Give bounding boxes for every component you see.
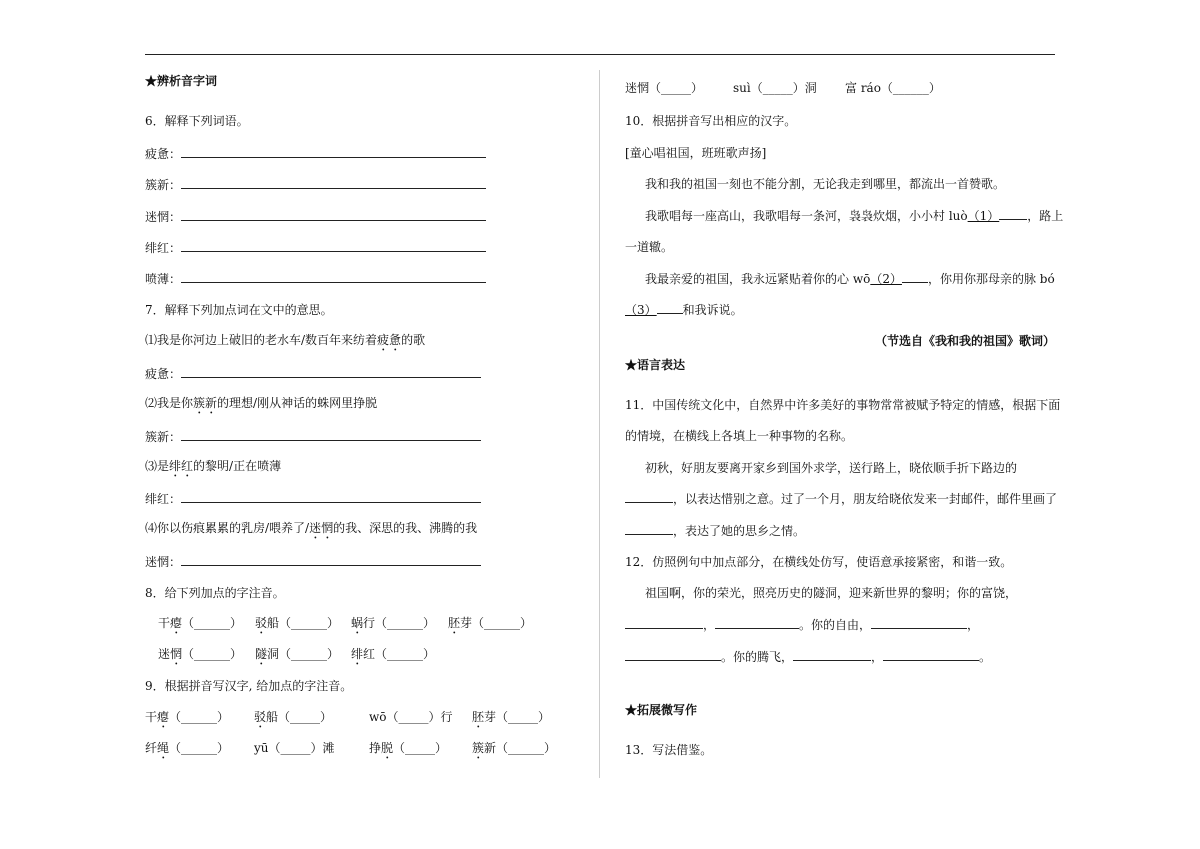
q10-paragraph-3 [645, 271, 1055, 287]
q7-sentence-2 [145, 395, 377, 417]
answer-line[interactable] [181, 490, 481, 503]
q7-label: 疲惫： [145, 367, 182, 381]
text: ，表达了她的思乡之情。 [673, 524, 806, 538]
q9-item[interactable] [369, 740, 447, 762]
answer-line[interactable] [625, 617, 703, 629]
answer-line[interactable] [625, 649, 721, 661]
q7-answer-4 [145, 553, 481, 570]
dotted-word: 绯红 [169, 459, 194, 473]
q10-paragraph-2 [645, 208, 1063, 224]
text: 我歌唱每一座高山，我歌唱每一条河，袅袅炊烟，小小村 luò [645, 209, 968, 223]
text: 纤 [145, 741, 158, 755]
answer-blank-2[interactable]: （2） [870, 272, 902, 286]
header-rule [145, 54, 1055, 55]
answer-line[interactable] [625, 523, 673, 535]
text: wō [369, 710, 387, 724]
answer-line[interactable] [715, 617, 799, 629]
dotted-char: 胚 [472, 710, 485, 724]
dotted-char: 驳 [254, 710, 267, 724]
answer-blank[interactable]: （_____） [278, 710, 333, 724]
answer-blank[interactable]: （______） [182, 616, 243, 630]
answer-line[interactable] [657, 302, 683, 314]
q12-line-3: ， 。你的自由， ， [625, 617, 979, 633]
q8-item[interactable] [351, 646, 435, 668]
answer-blank[interactable]: （_____） [496, 710, 551, 724]
q9-continued-item[interactable]: 迷惘（_____） [625, 81, 704, 95]
dotted-char: 驳 [255, 616, 268, 630]
q13-title: 13．写法借鉴。 [625, 743, 713, 757]
text: 红 [363, 647, 376, 661]
answer-line[interactable] [181, 428, 481, 441]
dotted-char: 瘪 [157, 710, 170, 724]
q8-item[interactable] [448, 615, 532, 637]
q6-item-4 [145, 239, 486, 256]
column-divider [599, 70, 600, 778]
text: 芽 [484, 710, 497, 724]
dotted-char: 簇 [472, 741, 485, 755]
answer-blank[interactable]: （______） [375, 647, 436, 661]
q8-item[interactable] [158, 646, 242, 668]
dotted-char: 绳 [157, 741, 170, 755]
dotted-char: 瘪 [170, 616, 183, 630]
q6-label: 簇新： [145, 178, 182, 192]
q9-continued-item[interactable]: suì（_____）洞 [733, 81, 817, 95]
text: 行 [363, 616, 376, 630]
q9-item[interactable] [145, 709, 229, 731]
q7-label: 绯红： [145, 492, 182, 506]
q7-sentence-3 [145, 458, 281, 480]
answer-blank[interactable]: （______） [169, 710, 230, 724]
q12-line-4: 。你的腾飞， ， 。 [625, 649, 991, 665]
q8-item[interactable] [158, 615, 242, 637]
text: 挣 [369, 741, 382, 755]
q8-item[interactable] [351, 615, 435, 637]
text: 你的自由， [811, 618, 872, 632]
q6-label: 喷薄： [145, 272, 182, 286]
q6-title: 6．解释下列词语。 [145, 114, 249, 128]
q6-item-3 [145, 208, 486, 225]
answer-blank[interactable]: （______） [279, 616, 340, 630]
q9-continued-item[interactable]: 富 ráo（______） [845, 81, 941, 95]
answer-line[interactable] [181, 365, 481, 378]
q9-title: 9．根据拼音写汉字, 给加点的字注音。 [145, 679, 353, 693]
q7-sentence-1 [145, 332, 425, 354]
text: 滩 [322, 741, 335, 755]
q6-label: 绯红： [145, 241, 182, 255]
answer-line[interactable] [902, 271, 928, 283]
q11-line-1: 11．中国传统文化中，自然界中许多美好的事物常常被赋予特定的情感，根据下面 [625, 398, 1061, 412]
dotted-word: 迷惘 [309, 521, 334, 535]
answer-line[interactable] [181, 208, 486, 221]
text: ⑵我是你 [145, 396, 194, 410]
text: ⑶是 [145, 459, 170, 473]
answer-line[interactable] [181, 145, 486, 158]
text: 和我诉说。 [682, 303, 743, 317]
q6-item-5 [145, 270, 486, 287]
q10-title: 10．根据拼音写出相应的汉字。 [625, 114, 797, 128]
q6-item-2 [145, 176, 486, 193]
q6-label: 迷惘： [145, 210, 182, 224]
answer-line[interactable] [999, 208, 1027, 220]
text: 干 [145, 710, 158, 724]
dotted-char: 脱 [381, 741, 394, 755]
answer-line[interactable] [793, 649, 871, 661]
q9-item[interactable] [145, 740, 229, 762]
q7-label: 迷惘： [145, 555, 182, 569]
section-heading-expression: ★语言表达 [625, 358, 686, 372]
text: 船 [266, 710, 279, 724]
answer-blank[interactable]: （_____） [393, 741, 448, 755]
dotted-char: 隧 [255, 647, 268, 661]
q11-line-4 [625, 491, 1057, 507]
text: 迷 [158, 647, 171, 661]
text: 洞 [267, 647, 280, 661]
q9-item[interactable] [254, 709, 332, 731]
q7-sentence-4 [145, 520, 477, 542]
answer-blank[interactable]: （______） [375, 616, 436, 630]
text: 行 [440, 710, 453, 724]
answer-line[interactable] [181, 239, 486, 252]
dotted-char: 惘 [170, 647, 183, 661]
section-heading-phonetics: ★辨析音字词 [145, 74, 218, 88]
q7-label: 簇新： [145, 430, 182, 444]
text: 的黎明/正在喷薄 [193, 459, 282, 473]
q9-item[interactable] [254, 740, 335, 762]
q9-item[interactable] [472, 709, 550, 731]
answer-line[interactable] [871, 617, 967, 629]
text: 的歌 [401, 333, 426, 347]
answer-blank[interactable]: （______） [496, 741, 557, 755]
q9-item[interactable] [472, 740, 556, 762]
section-heading-writing: ★拓展微写作 [625, 703, 698, 717]
dotted-char: 胚 [448, 616, 461, 630]
text: yū [254, 741, 269, 755]
dotted-word: 簇新 [193, 396, 218, 410]
dotted-word: 疲惫 [377, 333, 402, 347]
q11-line-5 [625, 523, 805, 539]
answer-blank[interactable]: （______） [279, 647, 340, 661]
q10-paragraph-2-cont: 一道辙。 [625, 240, 674, 254]
q6-label: 疲惫： [145, 147, 182, 161]
q9-item[interactable] [369, 709, 453, 731]
text: 新 [484, 741, 497, 755]
answer-blank-3[interactable]: （3） [625, 303, 657, 317]
text: ，你用你那母亲的脉 bó [927, 272, 1055, 286]
answer-blank[interactable]: （_____） [386, 710, 441, 724]
q8-item[interactable] [255, 615, 339, 637]
q10-paragraph-1: 我和我的祖国一刻也不能分割，无论我走到哪里，都流出一首赞歌。 [645, 177, 1006, 191]
text: 干 [158, 616, 171, 630]
q8-title: 8．给下列加点的字注音。 [145, 586, 285, 600]
q10-source: （节选自《我和我的祖国》歌词） [875, 334, 1056, 348]
answer-line[interactable] [181, 270, 486, 283]
text: ，以表达惜别之意。过了一个月，朋友给晓依发来一封邮件，邮件里画了 [673, 492, 1058, 506]
text: 的我、深思的我、沸腾的我 [333, 521, 478, 535]
text: 的理想/刚从神话的蛛网里挣脱 [217, 396, 378, 410]
answer-blank[interactable]: （______） [182, 647, 243, 661]
answer-line[interactable] [181, 176, 486, 189]
text: ⑴我是你河边上破旧的老水车/数百年来纺着 [145, 333, 378, 347]
q7-answer-2 [145, 428, 481, 445]
text: 船 [267, 616, 280, 630]
answer-line[interactable] [883, 649, 979, 661]
q8-item[interactable] [255, 646, 339, 668]
answer-blank[interactable]: （______） [169, 741, 230, 755]
q12-line-2: 祖国啊，你的荣光，照亮历史的隧洞，迎来新世界的黎明；你的富饶， [645, 586, 1018, 600]
q11-line-2: 的情境，在横线上各填上一种事物的名称。 [625, 429, 854, 443]
dotted-char: 蜗 [351, 616, 364, 630]
text: 我最亲爱的祖国，我永远紧贴着你的心 wō [645, 272, 871, 286]
q7-answer-3 [145, 490, 481, 507]
q7-title: 7．解释下列加点词在文中的意思。 [145, 303, 333, 317]
q11-line-3: 初秋，好朋友要离开家乡到国外求学，送行路上，晓依顺手折下路边的 [645, 461, 1018, 475]
answer-blank[interactable]: （______） [472, 616, 533, 630]
q12-line-1: 12．仿照例句中加点部分，在横线处仿写，使语意承接紧密，和谐一致。 [625, 555, 1013, 569]
answer-blank[interactable]: （_____） [268, 741, 323, 755]
text: ⑷你以伤痕累累的乳房/喂养了/ [145, 521, 310, 535]
answer-line[interactable] [625, 491, 673, 503]
q6-item-1 [145, 145, 486, 162]
text: 芽 [460, 616, 473, 630]
text: ，路上 [1027, 209, 1064, 223]
dotted-char: 绯 [351, 647, 364, 661]
text: 你的腾飞， [733, 650, 794, 664]
answer-line[interactable] [181, 553, 481, 566]
q10-paragraph-4 [625, 302, 743, 318]
answer-blank-1[interactable]: （1） [967, 209, 1000, 223]
q10-bracket-title: [童心唱祖国，班班歌声扬] [625, 146, 767, 160]
q7-answer-1 [145, 365, 481, 382]
